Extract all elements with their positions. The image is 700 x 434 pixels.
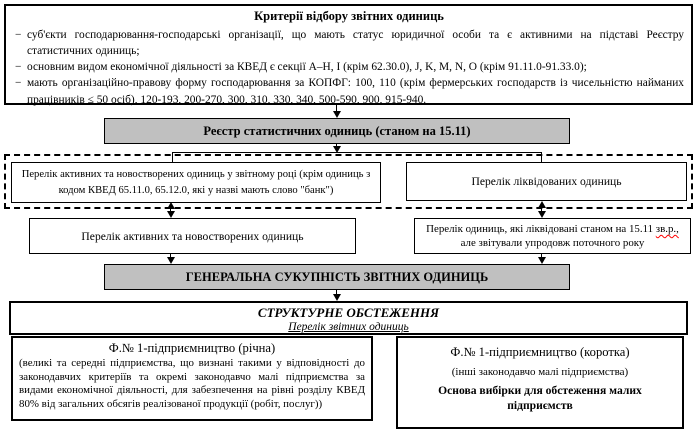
criteria-item [14, 27, 684, 59]
general-population-box [104, 264, 570, 290]
criteria-item [14, 75, 684, 107]
active-new-detail-box [11, 162, 381, 203]
general-population-label: ГЕНЕРАЛЬНА СУКУПНІСТЬ ЗВІТНИХ ОДИНИЦЬ [185, 269, 489, 284]
form-annual-box [11, 336, 373, 421]
criteria-item-text: основним видом економічної діяльності за КВЕД є секції A–H, I (крім 62.30.0), J, K, M, N, O (крім 91.11.0-91.33.0); [27, 61, 587, 74]
arrow-down-icon [333, 111, 341, 118]
survey-title: СТРУКТУРНЕ ОБСТЕЖЕННЯ [257, 305, 440, 320]
liquidated-reported-label [418, 222, 687, 250]
form-annual-title: Ф.№ 1-підприємництво (річна) [108, 341, 276, 355]
active-new-box [29, 218, 356, 254]
liquidated-reported-part2: але звітували упродовж поточного року [460, 237, 645, 249]
criteria-box [4, 4, 693, 105]
criteria-item [14, 59, 684, 75]
connector-line [172, 152, 542, 153]
criteria-item-text: мають організаційно-правову форму господарювання за КОПФГ: 100, 110 (крім фермерських господарств із чисельністю найманих працівників ≤ 50 осіб), 120-193, 200-270, 300, 310, 330, 340, 500-590, 900, 915-940. [27, 77, 684, 106]
form-short-note: (інші законодавчо малі підприємства) [451, 366, 629, 379]
registry-box-label: Реєстр статистичних одиниць (станом на 15.11) [203, 123, 471, 138]
liquidated-reported-box [414, 218, 691, 254]
bullet-dash: − [15, 61, 22, 74]
arrow-down-icon [538, 211, 546, 218]
registry-box [104, 118, 570, 144]
liquidated-box [406, 162, 687, 201]
form-short-title: Ф.№ 1-підприємництво (коротка) [450, 345, 630, 359]
liquidated-reported-misspelled: зв.р., [655, 222, 679, 235]
survey-subtitle: Перелік звітних одиниць [288, 321, 409, 334]
liquidated-reported-part1: Перелік одиниць, які ліквідовані станом на 15.11 [426, 222, 654, 235]
arrow-down-icon [167, 211, 175, 218]
bullet-dash: − [15, 77, 22, 90]
active-new-label: Перелік активних та новостворених одиниць [81, 229, 304, 243]
liquidated-label: Перелік ліквідованих одиниць [471, 175, 622, 188]
arrow-down-icon [167, 257, 175, 264]
form-short-emphasis: Основа вибірки для обстеження малих підприємств [438, 384, 642, 412]
arrow-down-icon [538, 257, 546, 264]
form-annual-body: (великі та середні підприємства, що визнані такими у відповідності до законодавчих критеріїв та окремі законодавчо малі підприємства за видами економічної діяльності, для забезпечення на рівні розділу КВЕД 80% від загальних обсягів реалізованої продукції (робіт, послуг)) [19, 357, 365, 410]
bullet-dash: − [15, 28, 22, 41]
criteria-title: Критерії відбору звітних одиниць [254, 9, 444, 23]
structural-survey-header [9, 301, 688, 335]
form-short-box [396, 336, 684, 429]
criteria-item-text: суб'єкти господарювання-господарські організації, що мають статус юридичної особи та є активними на підставі Реєстру статистичних одиниць; [27, 28, 684, 57]
arrow-down-icon [333, 294, 341, 301]
active-new-detail-label: Перелік активних та новостворених одиниць у звітному році (крім одиниць з кодом КВЕД 65.11.0, 65.12.0, які у назві мають слово "банк") [21, 168, 371, 196]
